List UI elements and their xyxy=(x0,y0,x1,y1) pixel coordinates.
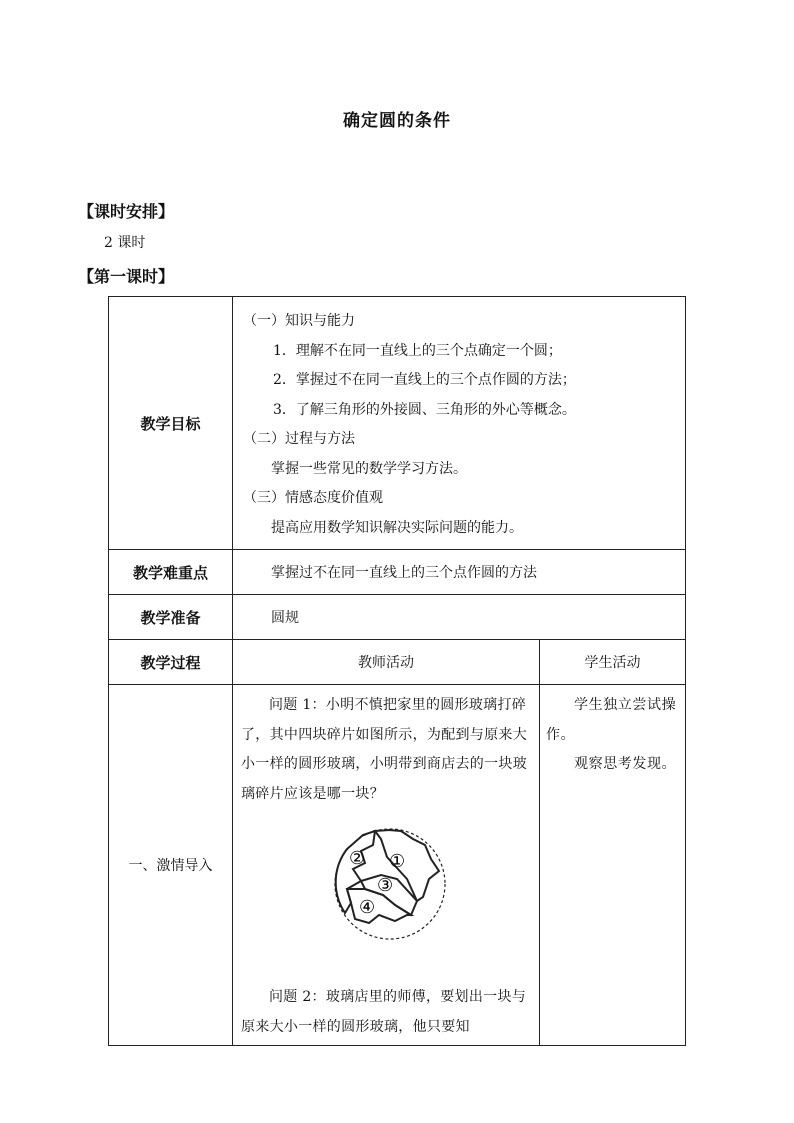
goal-line: （三）情感态度价值观 xyxy=(243,490,383,506)
student-activity-2: 观察思考发现。 xyxy=(574,756,677,772)
shard-label: ③ xyxy=(377,875,394,896)
student-activity-cell xyxy=(540,685,686,1046)
difficulty-text: 掌握过不在同一直线上的三个点作圆的方法 xyxy=(233,550,686,595)
goal-line: 3．了解三角形的外接圆、三角形的外心等概念。 xyxy=(273,401,576,418)
preparation-label: 教学准备 xyxy=(109,595,233,640)
goal-line: 1．理解不在同一直线上的三个点确定一个圆； xyxy=(273,342,562,359)
schedule-text: 2 课时 xyxy=(104,235,146,251)
goals-row xyxy=(109,297,686,550)
shard-label: ④ xyxy=(359,897,376,918)
goal-line: 掌握一些常见的数学学习方法。 xyxy=(271,460,467,477)
lesson-plan-table xyxy=(108,296,686,1046)
intro-row xyxy=(109,685,686,1046)
teacher-activity-cell xyxy=(233,685,540,1046)
goal-line: （一）知识与能力 xyxy=(243,313,355,329)
question-2: 问题 2：玻璃店里的师傅，要划出一块与原来大小一样的圆形玻璃，他只要知 xyxy=(241,989,527,1035)
process-header-row xyxy=(109,640,686,685)
goals-content xyxy=(233,297,686,550)
page-title: 确定圆的条件 xyxy=(343,111,451,131)
difficulty-row xyxy=(109,550,686,595)
process-label: 教学过程 xyxy=(109,640,233,685)
first-lesson-heading: 【第一课时】 xyxy=(78,267,175,286)
shard-label: ② xyxy=(349,848,366,869)
teacher-activity-header: 教师活动 xyxy=(233,640,540,685)
intro-label: 一、激情导入 xyxy=(109,685,233,1046)
schedule-heading: 【课时安排】 xyxy=(78,202,175,221)
difficulty-label: 教学难重点 xyxy=(109,550,233,595)
shard-label: ① xyxy=(389,851,406,872)
student-activity-1: 学生独立尝试操作。 xyxy=(546,697,677,743)
goal-line: 2．掌握过不在同一直线上的三个点作圆的方法； xyxy=(273,372,576,388)
goal-line: 提高应用数学知识解决实际问题的能力。 xyxy=(271,519,523,536)
broken-glass-figure xyxy=(325,819,455,949)
student-activity-header: 学生活动 xyxy=(540,640,686,685)
question-1: 问题 1：小明不慎把家里的圆形玻璃打碎了，其中四块碎片如图所示，为配到与原来大小一样的圆形玻璃，小明带到商店去的一块玻璃碎片应该是哪一块？ xyxy=(241,697,527,802)
preparation-row xyxy=(109,595,686,640)
goal-line: （二）过程与方法 xyxy=(243,431,355,447)
preparation-text: 圆规 xyxy=(233,595,686,640)
goals-label: 教学目标 xyxy=(109,297,233,550)
